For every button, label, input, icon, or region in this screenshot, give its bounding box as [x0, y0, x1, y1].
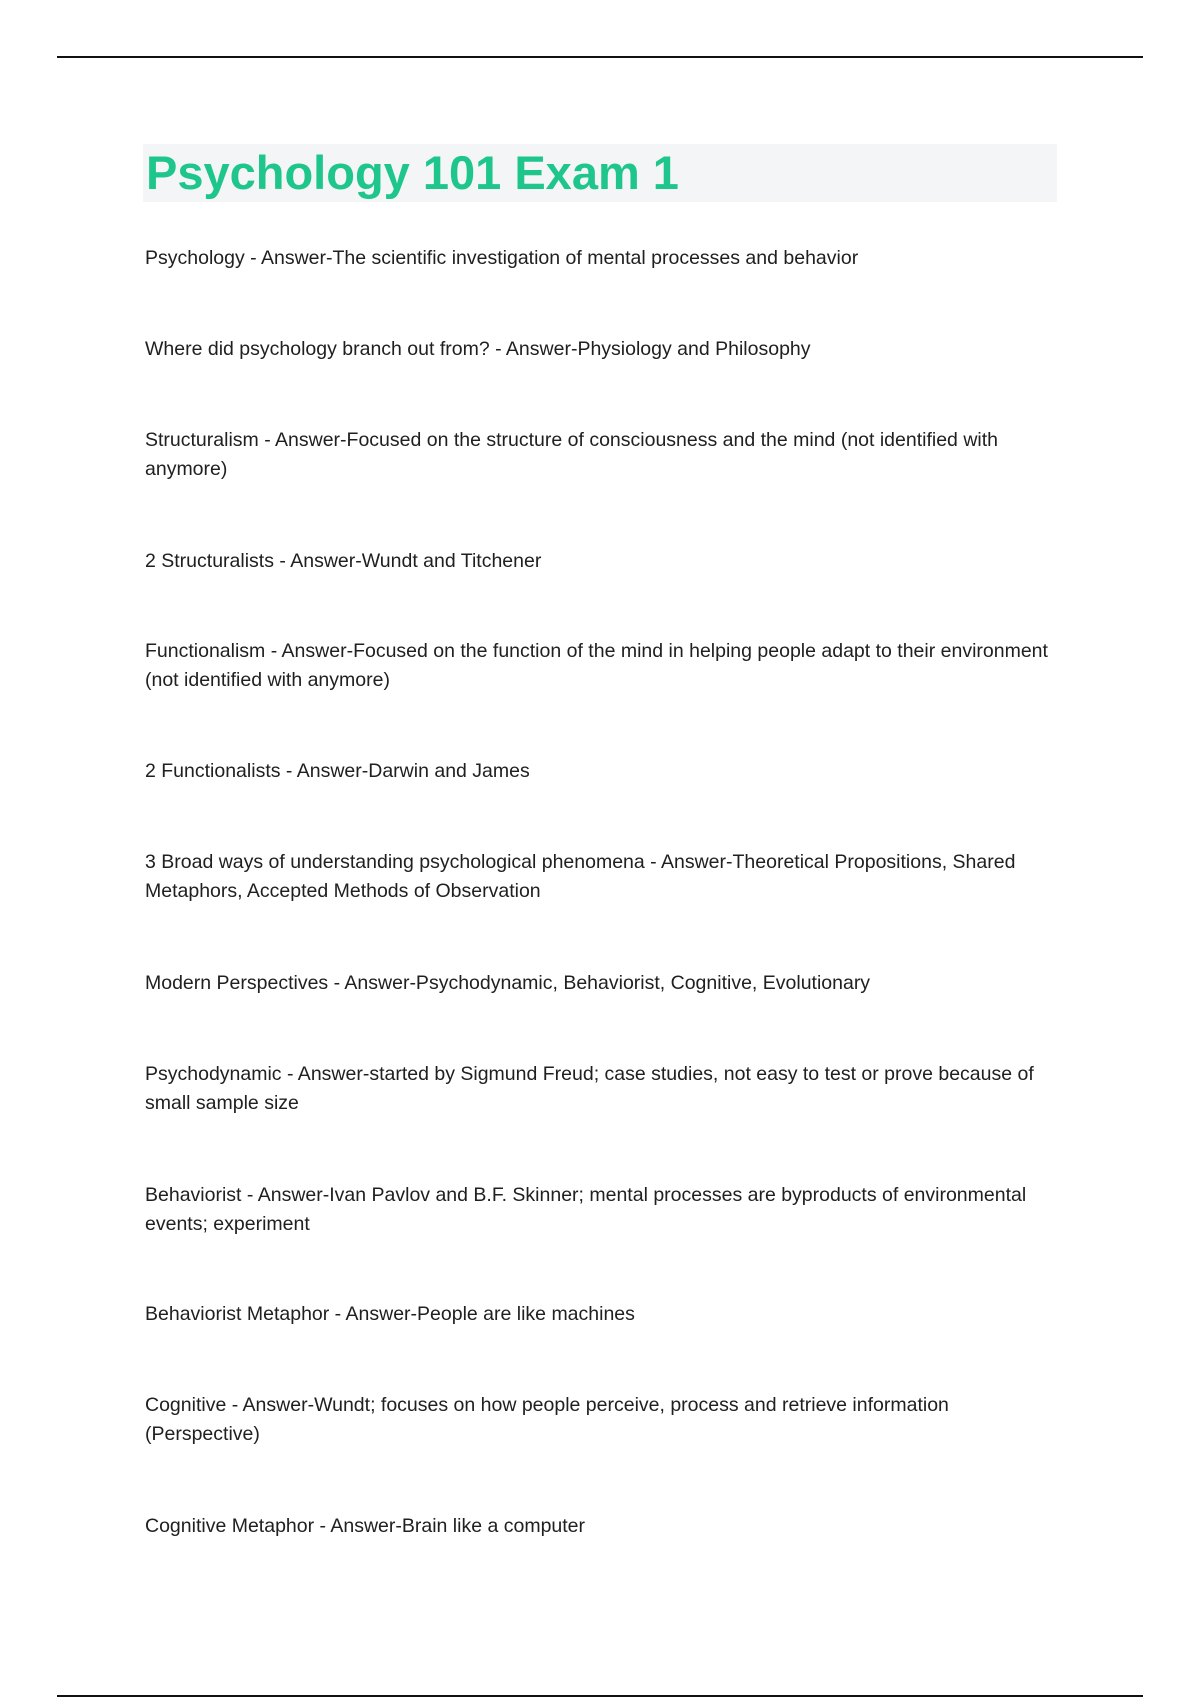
qa-entry-psychodynamic: Psychodynamic - Answer-started by Sigmund Freud; case studies, not easy to test or prove because of small sample size [145, 1063, 1034, 1114]
qa-entry-structuralists: 2 Structuralists - Answer-Wundt and Titchener [145, 550, 542, 572]
qa-entry-cognitive: Cognitive - Answer-Wundt; focuses on how people perceive, process and retrieve information (Perspective) [145, 1394, 949, 1445]
qa-entry-modern-perspectives: Modern Perspectives - Answer-Psychodynamic, Behaviorist, Cognitive, Evolutionary [145, 972, 871, 994]
qa-entry-broad-ways: 3 Broad ways of understanding psychological phenomena - Answer-Theoretical Propositions, Shared Metaphors, Accepted Methods of Observation [145, 851, 1016, 902]
top-rule [57, 56, 1143, 58]
bottom-rule [57, 1695, 1143, 1697]
qa-entry-origin: Where did psychology branch out from? - Answer-Physiology and Philosophy [145, 338, 811, 360]
qa-entry-psychology: Psychology - Answer-The scientific investigation of mental processes and behavior [145, 247, 859, 269]
qa-entry-behaviorist-metaphor: Behaviorist Metaphor - Answer-People are like machines [145, 1303, 635, 1325]
qa-entry-structuralism: Structuralism - Answer-Focused on the structure of consciousness and the mind (not identified with anymore) [145, 429, 998, 480]
document-title: Psychology 101 Exam 1 [146, 146, 679, 199]
qa-entry-cognitive-metaphor: Cognitive Metaphor - Answer-Brain like a computer [145, 1515, 586, 1537]
qa-entry-behaviorist: Behaviorist - Answer-Ivan Pavlov and B.F. Skinner; mental processes are byproducts of environmental events; experiment [145, 1184, 1027, 1235]
qa-entry-functionalists: 2 Functionalists - Answer-Darwin and James [145, 760, 530, 782]
qa-entry-functionalism: Functionalism - Answer-Focused on the function of the mind in helping people adapt to their environment (not identified with anymore) [145, 640, 1048, 691]
